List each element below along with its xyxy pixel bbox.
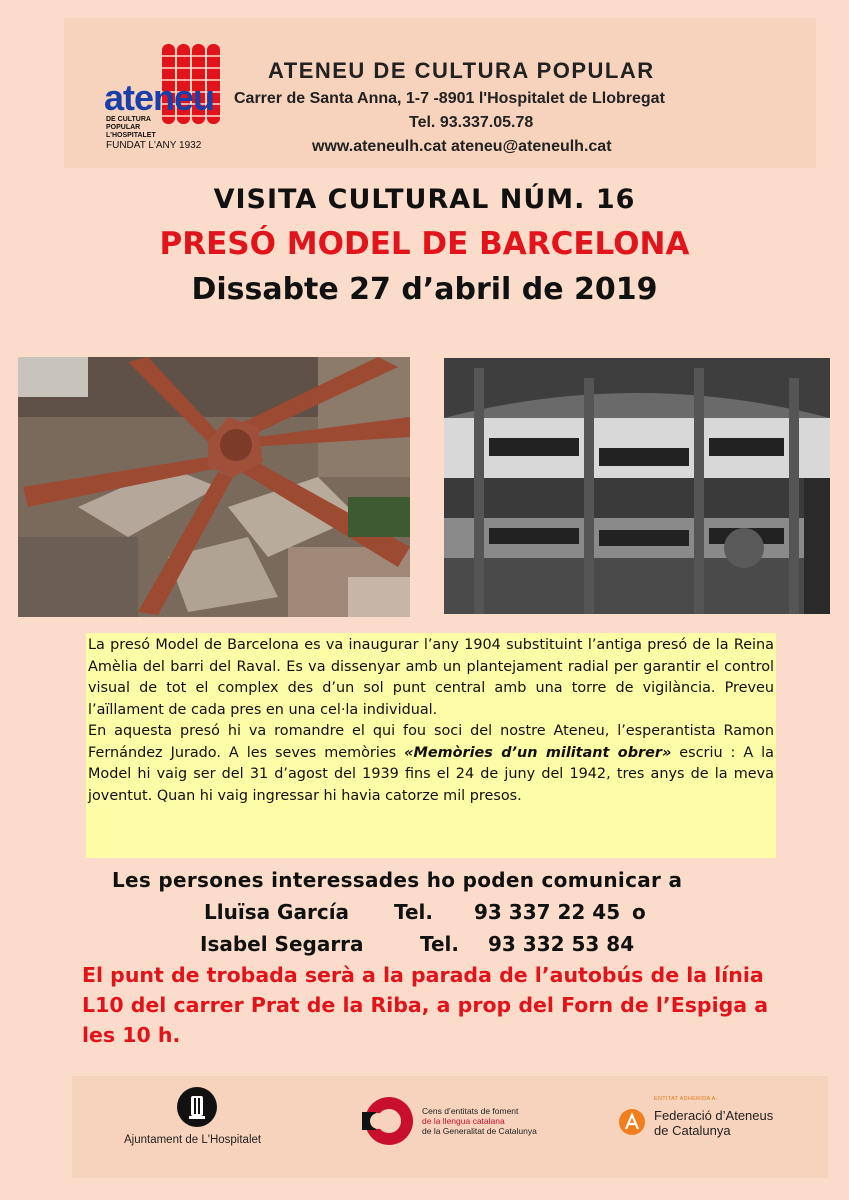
logo-subtitle: DE CULTURA POPULAR L'HOSPITALET: [106, 116, 156, 139]
memoir-text-quote: escriu : A la Model hi vaig ser del 31 d’agost del 1939 fins el 24 de juny del 1942, tres anys de la meva joventut. Quan hi vaig ingressar hi havia catorze mil presos.: [88, 744, 774, 804]
contact-2-tel: 93 332 53 84: [488, 932, 635, 956]
memoir-text-intro: En aquesta presó hi va romandre el qui fou soci del nostre Ateneu, l’esperantista Ramon Fernández Jurado. A les seves memòries: [88, 723, 774, 761]
organization-phone: Tel. 93.337.05.78: [409, 114, 534, 131]
footer-logos: [72, 1076, 828, 1178]
visit-number-title: VISITA CULTURAL NÚM. 16: [213, 184, 636, 215]
visit-date-title: Dissabte 27 d’abril de 2019: [191, 272, 658, 307]
cens-line-3: de la Generalitat de Catalunya: [422, 1126, 537, 1136]
federacio-line-2: de Catalunya: [654, 1123, 731, 1138]
cens-line-1: Cens d’entitats de foment: [422, 1106, 519, 1116]
ajuntament-label: Ajuntament de L'Hospitalet: [124, 1134, 262, 1146]
description-paragraph-2: [88, 721, 774, 807]
contact-2-name: Isabel Segarra: [200, 932, 364, 956]
federacio-kicker: ENTITAT ADHERIDA A:: [654, 1096, 718, 1102]
contact-row-1: [204, 900, 646, 924]
aerial-prison-photo: [18, 357, 410, 617]
contact-row-2: [200, 932, 634, 956]
cens-text: [422, 1106, 537, 1136]
ajuntament-crest-icon: [176, 1086, 218, 1128]
logo-wordmark: ateneu: [104, 77, 215, 118]
visit-place-title: PRESÓ MODEL DE BARCELONA: [159, 226, 690, 262]
cens-circle-logo-icon: [362, 1094, 416, 1148]
contact-1-name: Lluïsa García: [204, 900, 350, 924]
description-text-box: [86, 633, 776, 858]
organization-address: Carrer de Santa Anna, 1-7 -8901 l'Hospitalet de Llobregat: [234, 90, 665, 107]
federacio-line-1: Federació d’Ateneus: [654, 1108, 774, 1123]
contact-1-or: o: [632, 900, 646, 924]
memoir-title: «Memòries d’un militant obrer»: [404, 744, 672, 761]
federacio-name: [654, 1108, 773, 1138]
organization-web-email: www.ateneulh.cat ateneu@ateneulh.cat: [312, 138, 612, 155]
historical-prison-photo: [444, 358, 830, 614]
header-banner: [64, 18, 816, 168]
ateneu-logo: [104, 44, 224, 154]
federacio-logo-icon: [618, 1108, 646, 1136]
description-paragraph-1: La presó Model de Barcelona es va inaugurar l’any 1904 substituint l’antiga presó de la Reina Amèlia del barri del Raval. Es va dissenyar amb un plantejament radial per garantir el control visual de tot el complex des d’un sol punt central amb una torre de vigilància. Preveu l’aïllament de cada pres en una cel·la individual.: [88, 637, 774, 718]
meeting-point-text: El punt de trobada serà a la parada de l’autobús de la línia L10 del carrer Prat de la Riba, a prop del Forn de l’Espiga a les 10 h.: [82, 963, 769, 1047]
logo-founded: FUNDAT L'ANY 1932: [106, 140, 202, 151]
contact-intro: Les persones interessades ho poden comunicar a: [112, 868, 683, 892]
contact-2-tel-label: Tel.: [420, 932, 460, 956]
organization-name: ATENEU DE CULTURA POPULAR: [268, 58, 655, 83]
contact-1-tel: 93 337 22 45: [474, 900, 621, 924]
contact-1-tel-label: Tel.: [394, 900, 434, 924]
cens-line-2: de la llengua catalana: [422, 1116, 505, 1126]
